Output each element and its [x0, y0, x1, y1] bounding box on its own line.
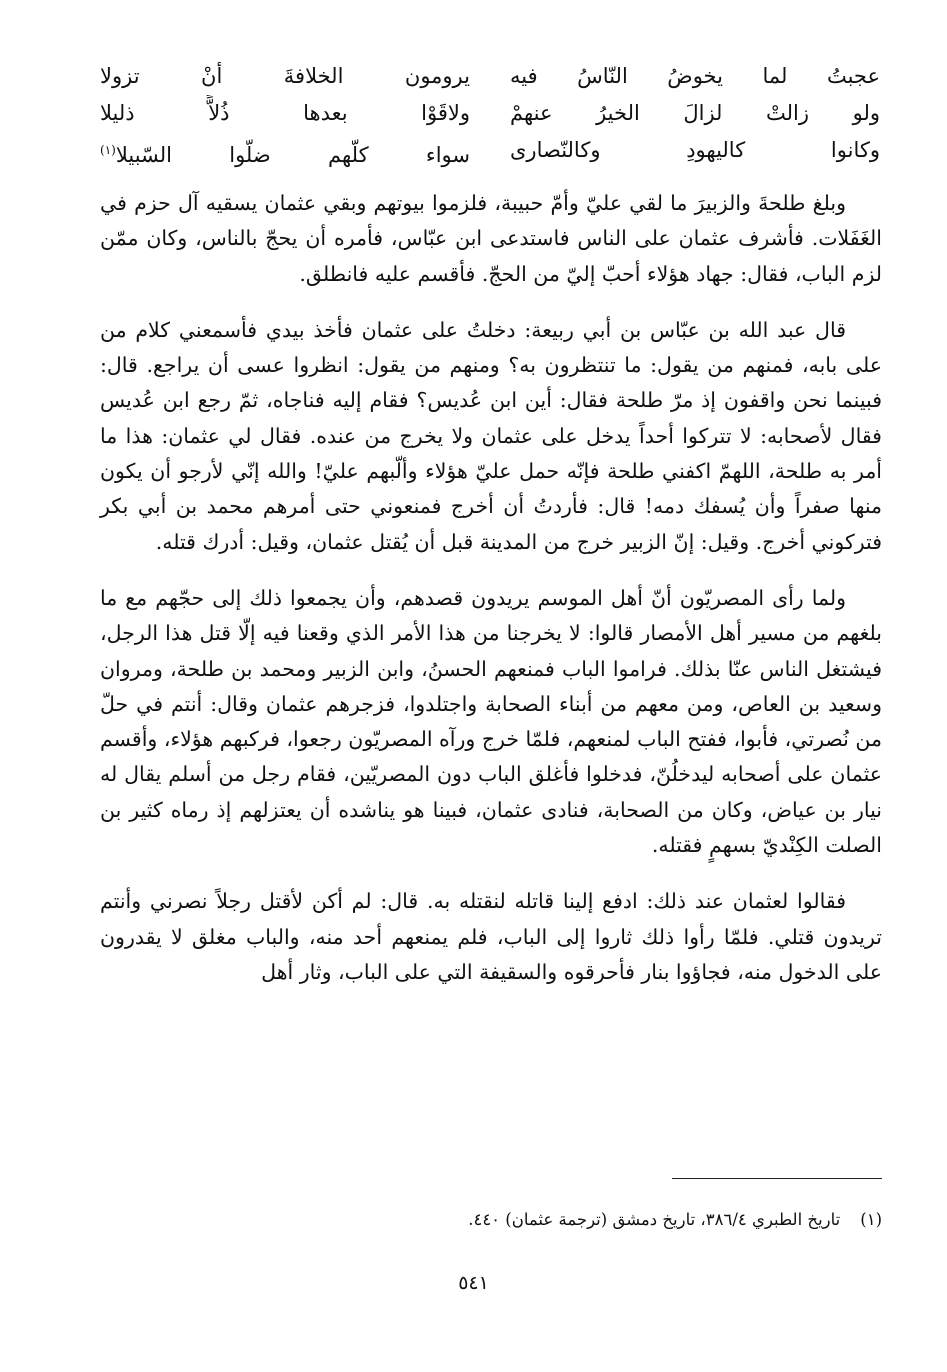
footnote: [82, 1208, 882, 1232]
page-number: ٥٤١: [458, 1272, 489, 1294]
verse-second-hemistich: ولاقَوْا بعدها ذُلاًّ ذليلا: [100, 101, 470, 125]
verse-first-hemistich: ولو زالتْ لزالَ الخيرُ عنهمْ: [510, 101, 880, 125]
poem-verse: [100, 132, 880, 169]
paragraph: قال عبد الله بن عبّاس بن أبي ربيعة: دخلتُ على عثمان فأخذ بيدي فأسمعني كلام من على بابه، فمنهم من يقول: ما تنتظرون به؟ ومنهم من يقول: انظروا عسى أن يراجع. قال: فبينما نحن واقفون إذ مرّ طلحة فقال: أين ابن عُديس؟ فقام إليه فناجاه، ثمّ رجع ابن عُديس فقال لأصحابه: لا تتركوا أحداً يدخل على عثمان ولا يخرج من عنده. فقال لي عثمان: هذا ما أمر به طلحة، اللهمّ اكفني طلحة فإنّه حمل عليّ هؤلاء وألّبهم عليّ! والله إنّي لأرجو أن يكون منها صفراً وأن يُسفك دمه! قال: فأردتُ أن أخرج فمنعوني حتى أمرهم محمد بن أبي بكر فتركوني أخرج. وقيل: إنّ الزبير خرج من المدينة قبل أن يُقتل عثمان، وقيل: أدرك قتله.: [100, 317, 882, 554]
verse-second-hemistich-wrap: [100, 132, 470, 169]
body-text: [100, 186, 882, 1011]
verse-first-hemistich: عجبتُ لما يخوضُ النّاسُ فيه: [510, 64, 880, 88]
paragraph: وبلغ طلحةَ والزبيرَ ما لقي عليّ وأمّ حبيبة، فلزموا بيوتهم وبقي عثمان يسقيه آل حزم في الغَفَلات. فأشرف عثمان على الناس فاستدعى ابن عبّاس، فأمره أن يحجّ بالناس، وكان ممّن لزم الباب، فقال: جهاد هؤلاء أحبّ إليّ من الحجّ. فأقسم عليه فانطلق.: [100, 191, 882, 286]
footnote-divider: [672, 1178, 882, 1179]
poem-verse: [100, 95, 880, 132]
verse-first-hemistich: وكانوا كاليهودِ وكالنّصارى: [510, 138, 880, 162]
poem: [100, 58, 880, 169]
footnote-text: تاريخ الطبري ٣٨٦/٤، تاريخ دمشق (ترجمة عثمان) ٤٤٠.: [468, 1210, 841, 1229]
verse-second-hemistich: سواء كلّهم ضلّوا السّبيلا: [115, 143, 470, 167]
poem-verse: [100, 58, 880, 95]
verse-second-hemistich: يرومون الخلافةَ أنْ تزولا: [100, 64, 470, 88]
footnote-reference-mark: (١): [100, 143, 116, 157]
paragraph: ولما رأى المصريّون أنّ أهل الموسم يريدون قصدهم، وأن يجمعوا ذلك إلى حجّهم مع ما بلغهم من مسير أهل الأمصار قالوا: لا يخرجنا من هذا الأمر الذي وقعنا فيه إلّا قتل هذا الرجل، فيشتغل الناس عنّا بذلك. فراموا الباب فمنعهم الحسنُ، وابن الزبير ومحمد بن طلحة، ومروان وسعيد بن العاص، ومن معهم من أبناء الصحابة واجتلدوا، فزجرهم عثمان وقال: أنتم في حلّ من نُصرتي، فأبوا، ففتح الباب لمنعهم، فلمّا خرج ورآه المصريّون رجعوا، فركبهم هؤلاء، وأقسم عثمان على أصحابه ليدخلُنّ، فدخلوا فأغلق الباب دون المصريّين، فقام رجل من أسلم يقال له نيار بن عياض، وكان من الصحابة، فنادى عثمان، فبينا هو يناشده أن يعتزلهم إذ رماه كثير بن الصلت الكِنْديّ بسهمٍ فقتله.: [100, 585, 882, 858]
footnote-number: (١): [860, 1210, 882, 1229]
paragraph: فقالوا لعثمان عند ذلك: ادفع إلينا قاتله لنقتله به. قال: لم أكن لأقتل رجلاً نصرني وأنتم تريدون قتلي. فلمّا رأوا ذلك ثاروا إلى الباب، فلم يمنعهم أحد منه، والباب مغلق لا يقدرون على الدخول منه، فجاؤوا بنار فأحرقوه والسقيفة التي على الباب، وثار أهل: [100, 889, 882, 984]
